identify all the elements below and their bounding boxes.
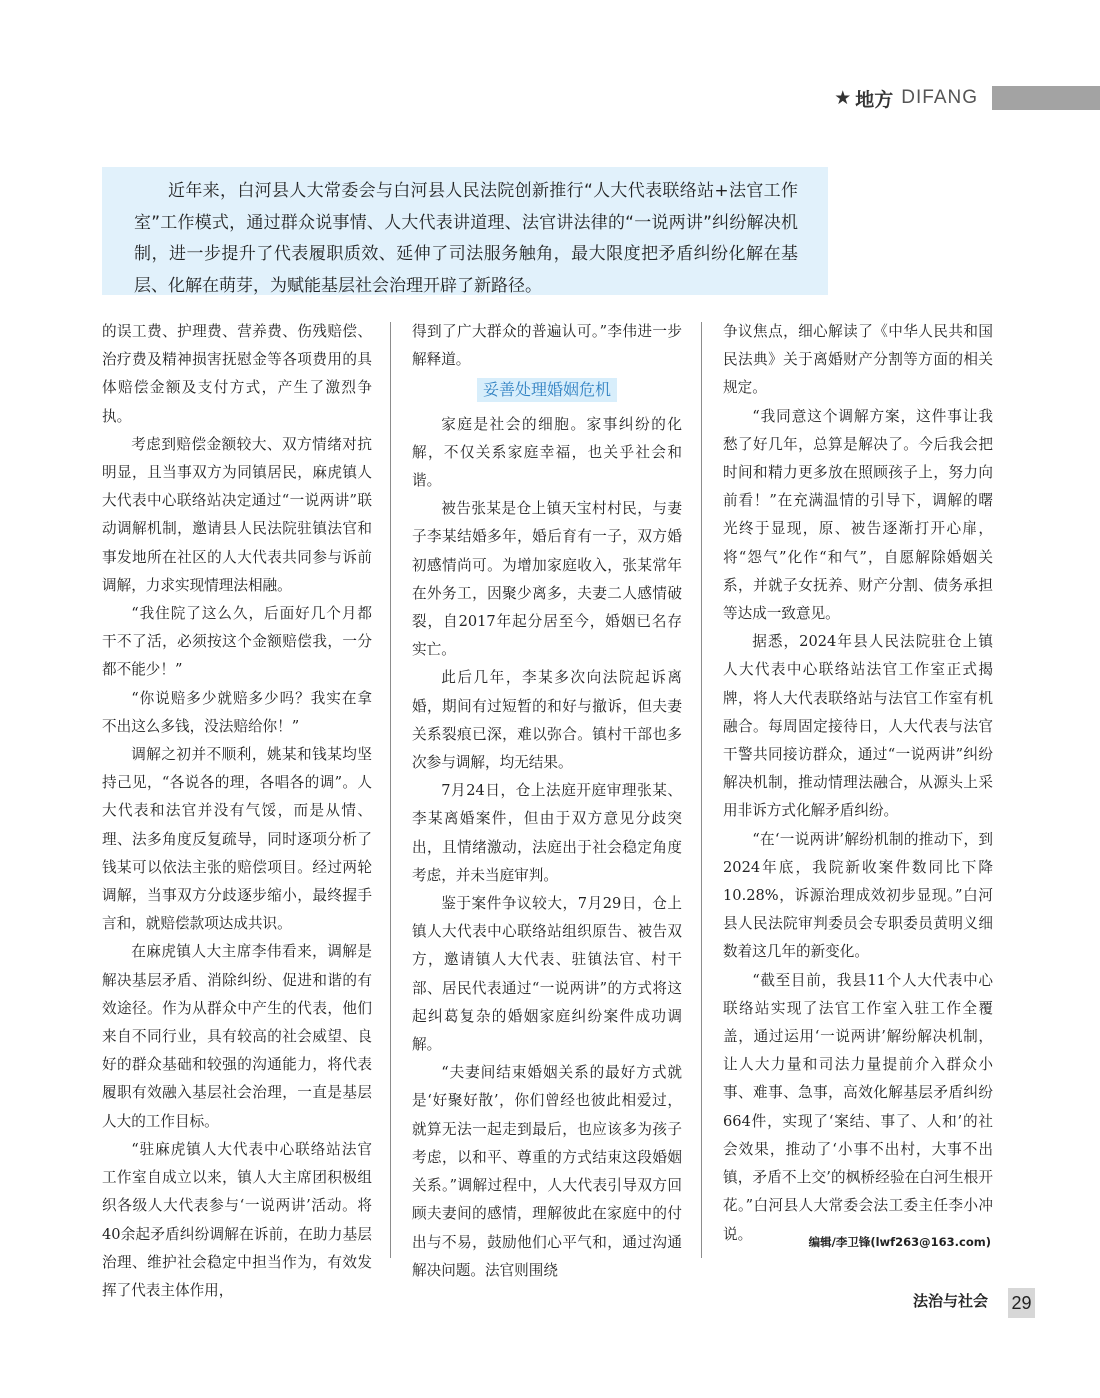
column-divider (390, 322, 391, 1258)
intro-text: 近年来，白河县人大常委会与白河县人民法院创新推行“人大代表联络站+法官工作室”工作模式，通过群众说事情、人大代表讲道理、法官讲法律的“一说两讲”纠纷解决机制，进一步提升了代表履职质效、延伸了司法服务触角，最大限度把矛盾纠纷化解在基层、化解在萌芽，为赋能基层社会治理开辟了新路径。 (134, 181, 798, 296)
paragraph: 据悉，2024年县人民法院驻仓上镇人大代表中心联络站法官工作室正式揭牌，将人大代表联络站与法官工作室有机融合。每周固定接待日，人大代表与法官干警共同接访群众，通过“一说两讲”纠纷解决机制，推动情理法融合，从源头上采用非诉方式化解矛盾纠纷。 (723, 633, 993, 820)
column-divider (701, 322, 702, 1258)
paragraph: 在麻虎镇人大主席李伟看来，调解是解决基层矛盾、消除纠纷、促进和谐的有效途径。作为从群众中产生的代表，他们来自不同行业，具有较高的社会威望、良好的群众基础和较强的沟通能力，将代表履职有效融入基层社会治理，一直是基层人大的工作目标。 (102, 943, 372, 1130)
paragraph: 7月24日，仓上法庭开庭审理张某、李某离婚案件，但由于双方意见分歧突出，且情绪激动，法庭出于社会稳定角度考虑，并未当庭审判。 (412, 782, 682, 884)
section-title-en: DIFANG (901, 87, 978, 108)
paragraph: 争议焦点，细心解读了《中华人民共和国民法典》关于离婚财产分割等方面的相关规定。 (723, 323, 993, 397)
paragraph: “我同意这个调解方案，这件事让我愁了好几年，总算是解决了。今后我会把时间和精力更多放在照顾孩子上，努力向前看！”在充满温情的引导下，调解的曙光终于显现，原、被告逐渐打开心扉，将“怨气”化作“和气”，自愿解除婚姻关系，并就子女抚养、财产分割、债务承担等达成一致意见。 (723, 407, 993, 623)
paragraph: 考虑到赔偿金额较大、双方情绪对抗明显，且当事双方为同镇居民，麻虎镇人大代表中心联络站决定通过“一说两讲”联动调解机制，邀请县人民法院驻镇法官和事发地所在社区的人大代表共同参与诉前调解，力求实现情理法相融。 (102, 435, 372, 594)
intro-box (102, 167, 828, 295)
paragraph: 得到了广大群众的普遍认可。”李伟进一步解释道。 (412, 323, 682, 369)
paragraph: 的误工费、护理费、营养费、伤残赔偿、治疗费及精神损害抚慰金等各项费用的具体赔偿金额及支付方式，产生了激烈争执。 (102, 323, 372, 425)
paragraph: 家庭是社会的细胞。家事纠纷的化解，不仅关系家庭幸福，也关乎社会和谐。 (412, 415, 682, 490)
editor-credit: 编辑/李卫锋(lwf263@163.com) (808, 1235, 991, 1249)
paragraph: “在‘一说两讲’解纷机制的推动下，到2024年底，我院新收案件数同比下降10.28%，诉源治理成效初步显现。”白河县人民法院审判委员会专职委员黄明义细数着这几年的新变化。 (723, 830, 993, 961)
article-column-3 (723, 318, 993, 1249)
section-title-cn: 地方 (855, 88, 894, 111)
paragraph: “我住院了这么久，后面好几个月都干不了活，必须按这个金额赔偿我，一分都不能少！” (102, 605, 372, 679)
paragraph: 鉴于案件争议较大，7月29日，仓上镇人大代表中心联络站组织原告、被告双方，邀请镇人大代表、驻镇法官、村干部、居民代表通过“一说两讲”的方式将这起纠葛复杂的婚姻家庭纠纷案件成功调解。 (412, 895, 682, 1054)
paragraph: “驻麻虎镇人大代表中心联络站法官工作室自成立以来，镇人大主席团积极组织各级人大代表参与‘一说两讲’活动。将40余起矛盾纠纷调解在诉前，在助力基层治理、维护社会稳定中担当作为，有效发挥了代表主体作用， (102, 1140, 372, 1299)
magazine-name: 法治与社会 (912, 1292, 988, 1310)
paragraph: 调解之初并不顺利，姚某和钱某均坚持己见，“各说各的理，各唱各的调”。人大代表和法官并没有气馁，而是从情、理、法多角度反复疏导，同时逐项分析了钱某可以依法主张的赔偿项目。经过两轮调解，当事双方分歧逐步缩小，最终握手言和，就赔偿款项达成共识。 (102, 746, 372, 933)
header-bar (992, 86, 1100, 110)
paragraph: “截至目前，我县11个人大代表中心联络站实现了法官工作室入驻工作全覆盖，通过运用‘一说两讲’解纷解决机制，让人大力量和司法力量提前介入群众小事、难事、急事，高效化解基层矛盾纠纷664件，实现了‘案结、事了、人和’的社会效果，推动了‘小事不出村，大事不出镇，矛盾不上交’的枫桥经验在白河生根开花。”白河县人大常委会法工委主任李小冲说。 (723, 971, 993, 1243)
article-column-1 (102, 318, 372, 1305)
paragraph: “你说赔多少就赔多少吗？我实在拿不出这么多钱，没法赔给你！” (102, 689, 372, 735)
article-column-2 (412, 318, 682, 1285)
star-icon: ★ (834, 87, 852, 109)
page-number: 29 (1008, 1288, 1035, 1318)
subheading (412, 377, 682, 405)
paragraph: “夫妻间结束婚姻关系的最好方式就是‘好聚好散’，你们曾经也彼此相爱过，就算无法一起走到最后，也应该多为孩子考虑，以和平、尊重的方式结束这段婚姻关系。”调解过程中，人大代表引导双方回顾夫妻间的感情，理解彼此在家庭中的付出与不易，鼓励他们心平气和，通过沟通解决问题。法官则围绕 (412, 1064, 682, 1279)
section-header (834, 86, 1100, 110)
paragraph: 此后几年，李某多次向法院起诉离婚，期间有过短暂的和好与撤诉，但夫妻关系裂痕已深，难以弥合。镇村干部也多次参与调解，均无结果。 (412, 669, 682, 772)
paragraph: 被告张某是仓上镇天宝村村民，与妻子李某结婚多年，婚后育有一子，双方婚初感情尚可。为增加家庭收入，张某常年在外务工，因聚少离多，夫妻二人感情破裂，自2017年起分居至今，婚姻已名存实亡。 (412, 500, 682, 659)
subheading-text: 妥善处理婚姻危机 (477, 378, 617, 402)
